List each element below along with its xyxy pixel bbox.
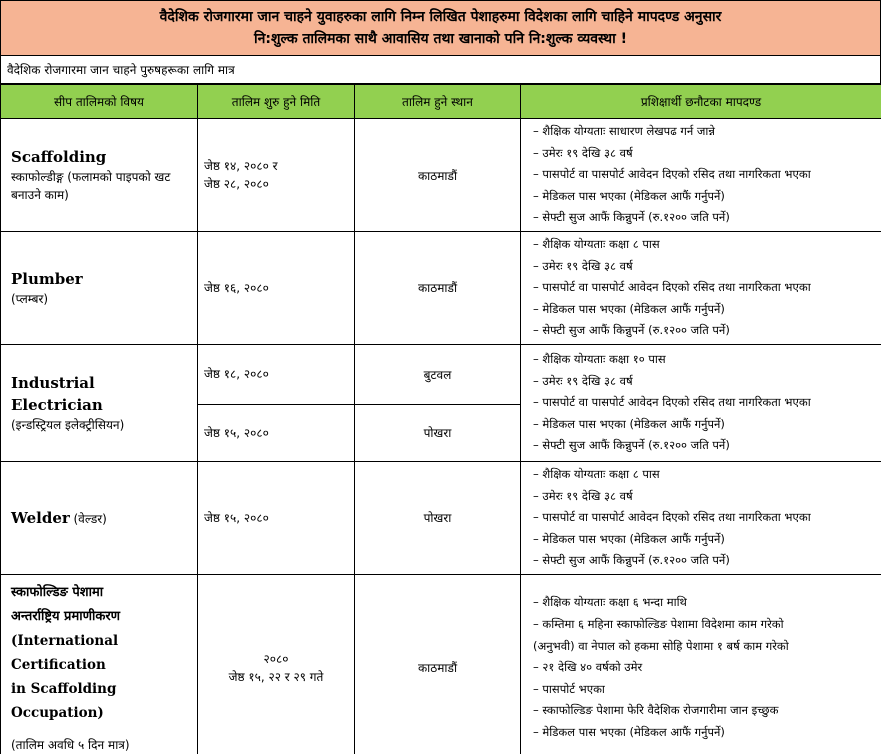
start-date-year: २०८० <box>263 651 289 666</box>
trade-name-np: (प्लम्बर) <box>11 291 49 306</box>
table-row-plumber <box>1 232 881 345</box>
location-cell: पोखरा <box>355 461 521 574</box>
trade-name-en: Plumber <box>11 269 83 288</box>
criteria-item: – पासपोर्ट वा पासपोर्ट आवेदन दिएको रसिद तथा नागरिकता भएका <box>533 395 811 410</box>
location-cell: पोखरा <box>355 404 521 461</box>
criteria-item: – सेफ्टी सुज आफैं किन्नुपर्ने (रु.१२०० जति पर्ने) <box>533 323 730 338</box>
criteria-item: – उमेरः १९ देखि ३८ वर्ष <box>533 258 633 273</box>
table-row-electrician-butwal <box>1 344 881 404</box>
header-line-2: नि:शुल्क तालिमका साथै आवासिय तथा खानाको पनि नि:शुल्क व्यवस्था ! <box>253 31 628 47</box>
criteria-item: – सेफ्टी सुज आफैं किन्नुपर्ने (रु.१२०० जति पर्ने) <box>533 553 730 568</box>
criteria-item: – सेफ्टी सुज आफैं किन्नुपर्ने (रु.१२०० जति पर्ने) <box>533 438 730 453</box>
start-date-cell <box>198 574 355 754</box>
trade-name-np: (इन्डस्ट्रियल इलेक्ट्रीसियन) <box>11 417 125 432</box>
criteria-item: – कम्तिमा ६ महिना स्काफोल्डिङ पेशामा विदेशमा काम गरेको <box>533 616 784 631</box>
criteria-item: – मेडिकल पास भएका (मेडिकल आफैं गर्नुपर्ने) <box>533 188 725 203</box>
table-row-scaffolding <box>1 119 881 232</box>
criteria-cell <box>521 344 881 461</box>
criteria-item: (अनुभवी) वा नेपाल को हकमा सोहि पेशामा १ बर्ष काम गरेको <box>533 638 789 653</box>
criteria-item: – उमेरः १९ देखि ३८ वर्ष <box>533 145 633 160</box>
start-date-cell: जेष्ठ १५, २०८० <box>198 461 355 574</box>
criteria-item: – २१ देखि ४० वर्षको उमेर <box>533 660 643 675</box>
criteria-item: – शैक्षिक योग्यताः कक्षा ८ पास <box>533 466 660 481</box>
column-header-criteria: प्रशिक्षार्थी छनौटका मापदण्ड <box>521 85 881 119</box>
criteria-item: – उमेरः १९ देखि ३८ वर्ष <box>533 373 633 388</box>
criteria-cell <box>521 119 881 232</box>
start-date-cell: जेष्ठ १८, २०८० <box>198 344 355 404</box>
cert-title-en-2: in Scaffolding Occupation) <box>11 680 117 721</box>
trade-name-en: Industrial Electrician <box>11 373 103 414</box>
criteria-cell <box>521 461 881 574</box>
column-header-start-date: तालिम शुरु हुने मिति <box>198 85 355 119</box>
criteria-item: – मेडिकल पास भएका (मेडिकल आफैं गर्नुपर्ने) <box>533 724 725 739</box>
trade-name-en: Welder <box>11 508 70 527</box>
trade-cell <box>1 461 198 574</box>
cert-title-en-1: (International Certification <box>11 632 119 673</box>
start-date-days: जेष्ठ १५, २२ र २९ गते <box>228 669 324 684</box>
location-cell: काठमाडौं <box>355 574 521 754</box>
trade-cell <box>1 119 198 232</box>
location-cell: बुटवल <box>355 344 521 404</box>
trade-cell <box>1 574 198 754</box>
criteria-item: – स्काफोल्डिङ पेशामा फेरि वैदेशिक रोजगारीमा जान इच्छुक <box>533 703 779 718</box>
criteria-item: – शैक्षिक योग्यताः कक्षा ८ पास <box>533 237 660 251</box>
criteria-item: – मेडिकल पास भएका (मेडिकल आफैं गर्नुपर्ने) <box>533 531 725 546</box>
training-table <box>0 84 881 754</box>
criteria-item: – सेफ्टी सुज आफैं किन्नुपर्ने (रु.१२०० जति पर्ने) <box>533 210 730 225</box>
start-date-cell <box>198 119 355 232</box>
table-row-certification <box>1 574 881 754</box>
column-header-location: तालिम हुने स्थान <box>355 85 521 119</box>
table-header-row <box>1 85 881 119</box>
start-date-2: जेष्ठ २८, २०८० <box>204 177 269 191</box>
start-date-1: जेष्ठ १४, २०८० र <box>204 159 278 173</box>
trade-cell <box>1 232 198 345</box>
criteria-item: – मेडिकल पास भएका (मेडिकल आफैं गर्नुपर्ने) <box>533 301 725 316</box>
criteria-item: – पासपोर्ट भएका <box>533 681 605 696</box>
criteria-item: – उमेरः १९ देखि ३८ वर्ष <box>533 488 633 503</box>
cert-duration: (तालिम अवधि ५ दिन मात्र) <box>11 737 130 752</box>
trade-name-np: (वेल्डर) <box>73 511 107 526</box>
criteria-item: – मेडिकल पास भएका (मेडिकल आफैं गर्नुपर्ने) <box>533 416 725 431</box>
eligibility-note: वैदेशिक रोजगारमा जान चाहने पुरुषहरूका लागि मात्र <box>0 56 881 84</box>
location-cell: काठमाडौं <box>355 232 521 345</box>
cert-title-np-1: स्काफोल्डिङ पेशामा <box>11 584 104 600</box>
trade-name-en: Scaffolding <box>11 148 107 166</box>
header-line-1: वैदेशिक रोजगारमा जान चाहने युवाहरुका लागि निम्न लिखित पेशाहरुमा विदेशका लागि चाहिने मापदण्ड अनुसार <box>159 9 722 25</box>
trade-cell <box>1 344 198 461</box>
criteria-cell <box>521 232 881 345</box>
trade-name-np: स्काफोल्डीङ्ग (फलामको पाइपको खट बनाउने काम) <box>11 170 171 202</box>
criteria-item: – पासपोर्ट वा पासपोर्ट आवेदन दिएको रसिद तथा नागरिकता भएका <box>533 167 811 182</box>
cert-title-np-2: अन्तर्राष्ट्रिय प्रमाणीकरण <box>11 608 121 624</box>
notice-header <box>0 0 881 56</box>
criteria-item: – शैक्षिक योग्यताः कक्षा ६ भन्दा माथि <box>533 595 687 610</box>
start-date-cell: जेष्ठ १६, २०८० <box>198 232 355 345</box>
criteria-item: – पासपोर्ट वा पासपोर्ट आवेदन दिएको रसिद तथा नागरिकता भएका <box>533 280 811 295</box>
criteria-cell <box>521 574 881 754</box>
criteria-item: – शैक्षिक योग्यताः साधारण लेखपढ गर्न जान्ने <box>533 124 715 139</box>
location-cell: काठमाडौं <box>355 119 521 232</box>
column-header-subject: सीप तालिमको विषय <box>1 85 198 119</box>
criteria-item: – शैक्षिक योग्यताः कक्षा १० पास <box>533 351 666 366</box>
criteria-item: – पासपोर्ट वा पासपोर्ट आवेदन दिएको रसिद तथा नागरिकता भएका <box>533 510 811 525</box>
table-row-welder <box>1 461 881 574</box>
start-date-cell: जेष्ठ १५, २०८० <box>198 404 355 461</box>
